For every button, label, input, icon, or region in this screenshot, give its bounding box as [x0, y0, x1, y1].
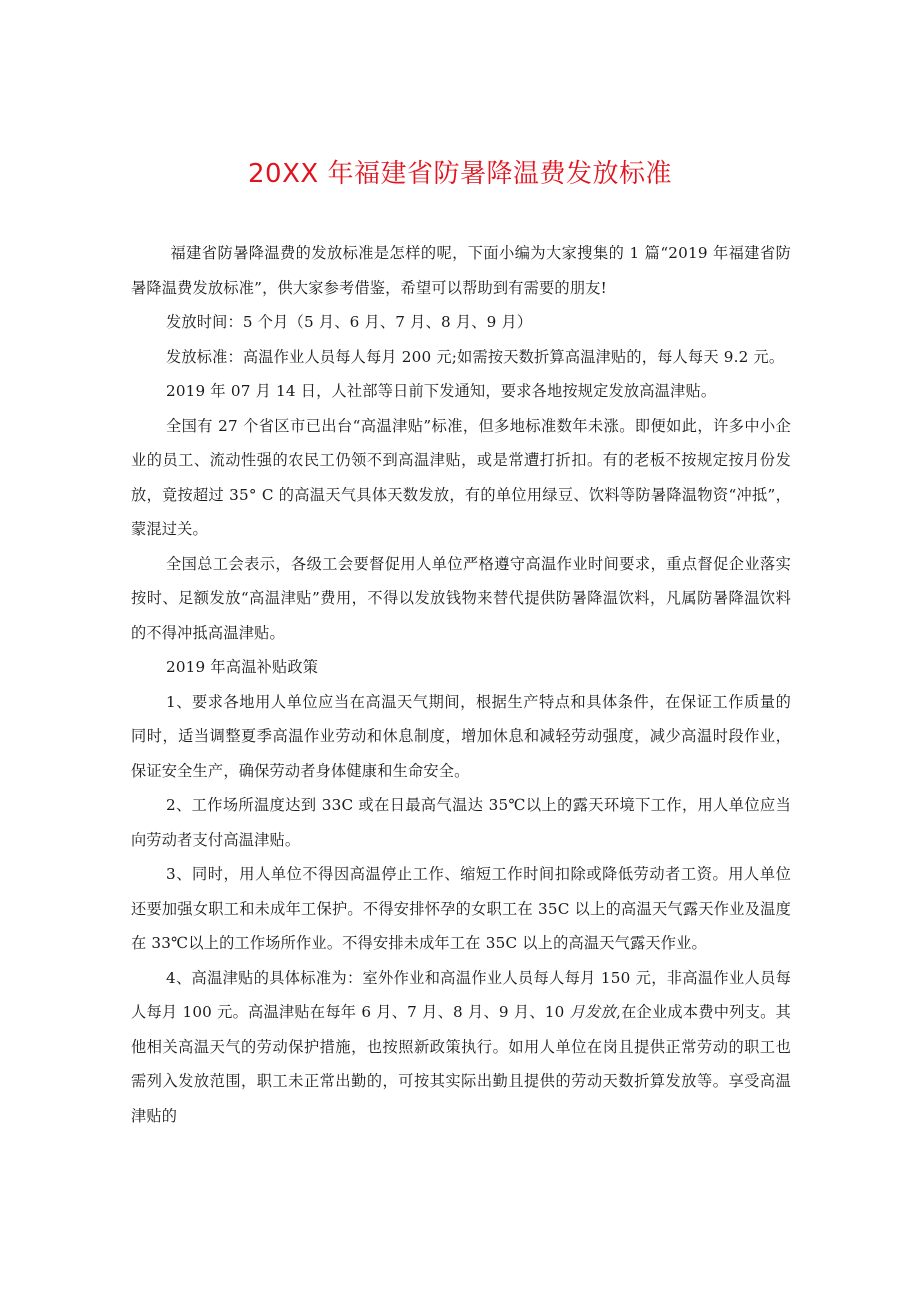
provinces-paragraph: 全国有 27 个省区市已出台“高温津贴”标准，但多地标准数年未涨。即便如此，许多中小企业的员工、流动性强的农民工仍领不到高温津贴，或是常遭打折扣。有的老板不按规定按月份发放，竟按超过 35° C 的高温天气具体天数发放，有的单位用绿豆、饮料等防暑降温物资“冲抵”，蒙混过关。: [131, 416, 791, 538]
notice-date-paragraph: 2019 年 07 月 14 日，人社部等日前下发通知，要求各地按规定发放高温津贴。: [165, 382, 717, 400]
policy-item-4-text-b: ,在企业成本费中列支。其他相关高温天气的劳动保护措施，也按照新政策执行。如用人单位在岗且提供正常劳动的职工也需列入发放范围，职工未正常出勤的，可按其实际出勤且提供的劳动天数折算发放等。享受高温津贴的: [131, 1003, 791, 1125]
policy-item-3: 3、同时，用人单位不得因高温停止工作、缩短工作时间扣除或降低劳动者工资。用人单位还要加强女职工和未成年工保护。不得安排怀孕的女职工在 35C 以上的高温天气露天作业及温度在 33℃以上的工作场所作业。不得安排未成年工在 35C 以上的高温天气露天作业。: [131, 865, 791, 952]
document-body: [131, 236, 791, 1133]
intro-paragraph: 福建省防暑降温费的发放标准是怎样的呢，下面小编为大家搜集的 1 篇“2019 年福建省防暑降温费发放标准”，供大家参考借鉴，希望可以帮助到有需要的朋友!: [131, 244, 791, 297]
document-title: 20XX 年福建省防暑降温费发放标准: [248, 159, 672, 189]
policy-item-4-italic: 月发放: [569, 1003, 616, 1021]
union-paragraph: 全国总工会表示，各级工会要督促用人单位严格遵守高温作业时间要求，重点督促企业落实按时、足额发放“高温津贴”费用，不得以发放钱物来替代提供防暑降温饮料，凡属防暑降温饮料的不得冲抵高温津贴。: [131, 554, 791, 642]
policy-item-4-text-a: 4、高温津贴的具体标准为：室外作业和高温作业人员每人每月 150 元，非高温作业人员每人每月 100 元。高温津贴在每年 6 月、7 月、8 月、9 月、10: [131, 968, 791, 1021]
distribution-period-paragraph: 发放时间：5 个月（5 月、6 月、7 月、8 月、9 月）: [165, 313, 533, 331]
policy-item-1: 1、要求各地用人单位应当在高温天气期间，根据生产特点和具体条件，在保证工作质量的同时，适当调整夏季高温作业劳动和休息制度，增加休息和减轻劳动强度，减少高温时段作业，保证安全生产，确保劳动者身体健康和生命安全。: [131, 692, 791, 780]
policy-item-2: 2、工作场所温度达到 33C 或在日最高气温达 35℃以上的露天环境下工作，用人单位应当向劳动者支付高温津贴。: [131, 796, 791, 849]
policy-heading: 2019 年高温补贴政策: [165, 658, 319, 676]
distribution-standard-paragraph: 发放标准：高温作业人员每人每月 200 元;如需按天数折算高温津贴的，每人每天 9.2 元。: [165, 347, 785, 366]
policy-item-4: [131, 961, 791, 1134]
